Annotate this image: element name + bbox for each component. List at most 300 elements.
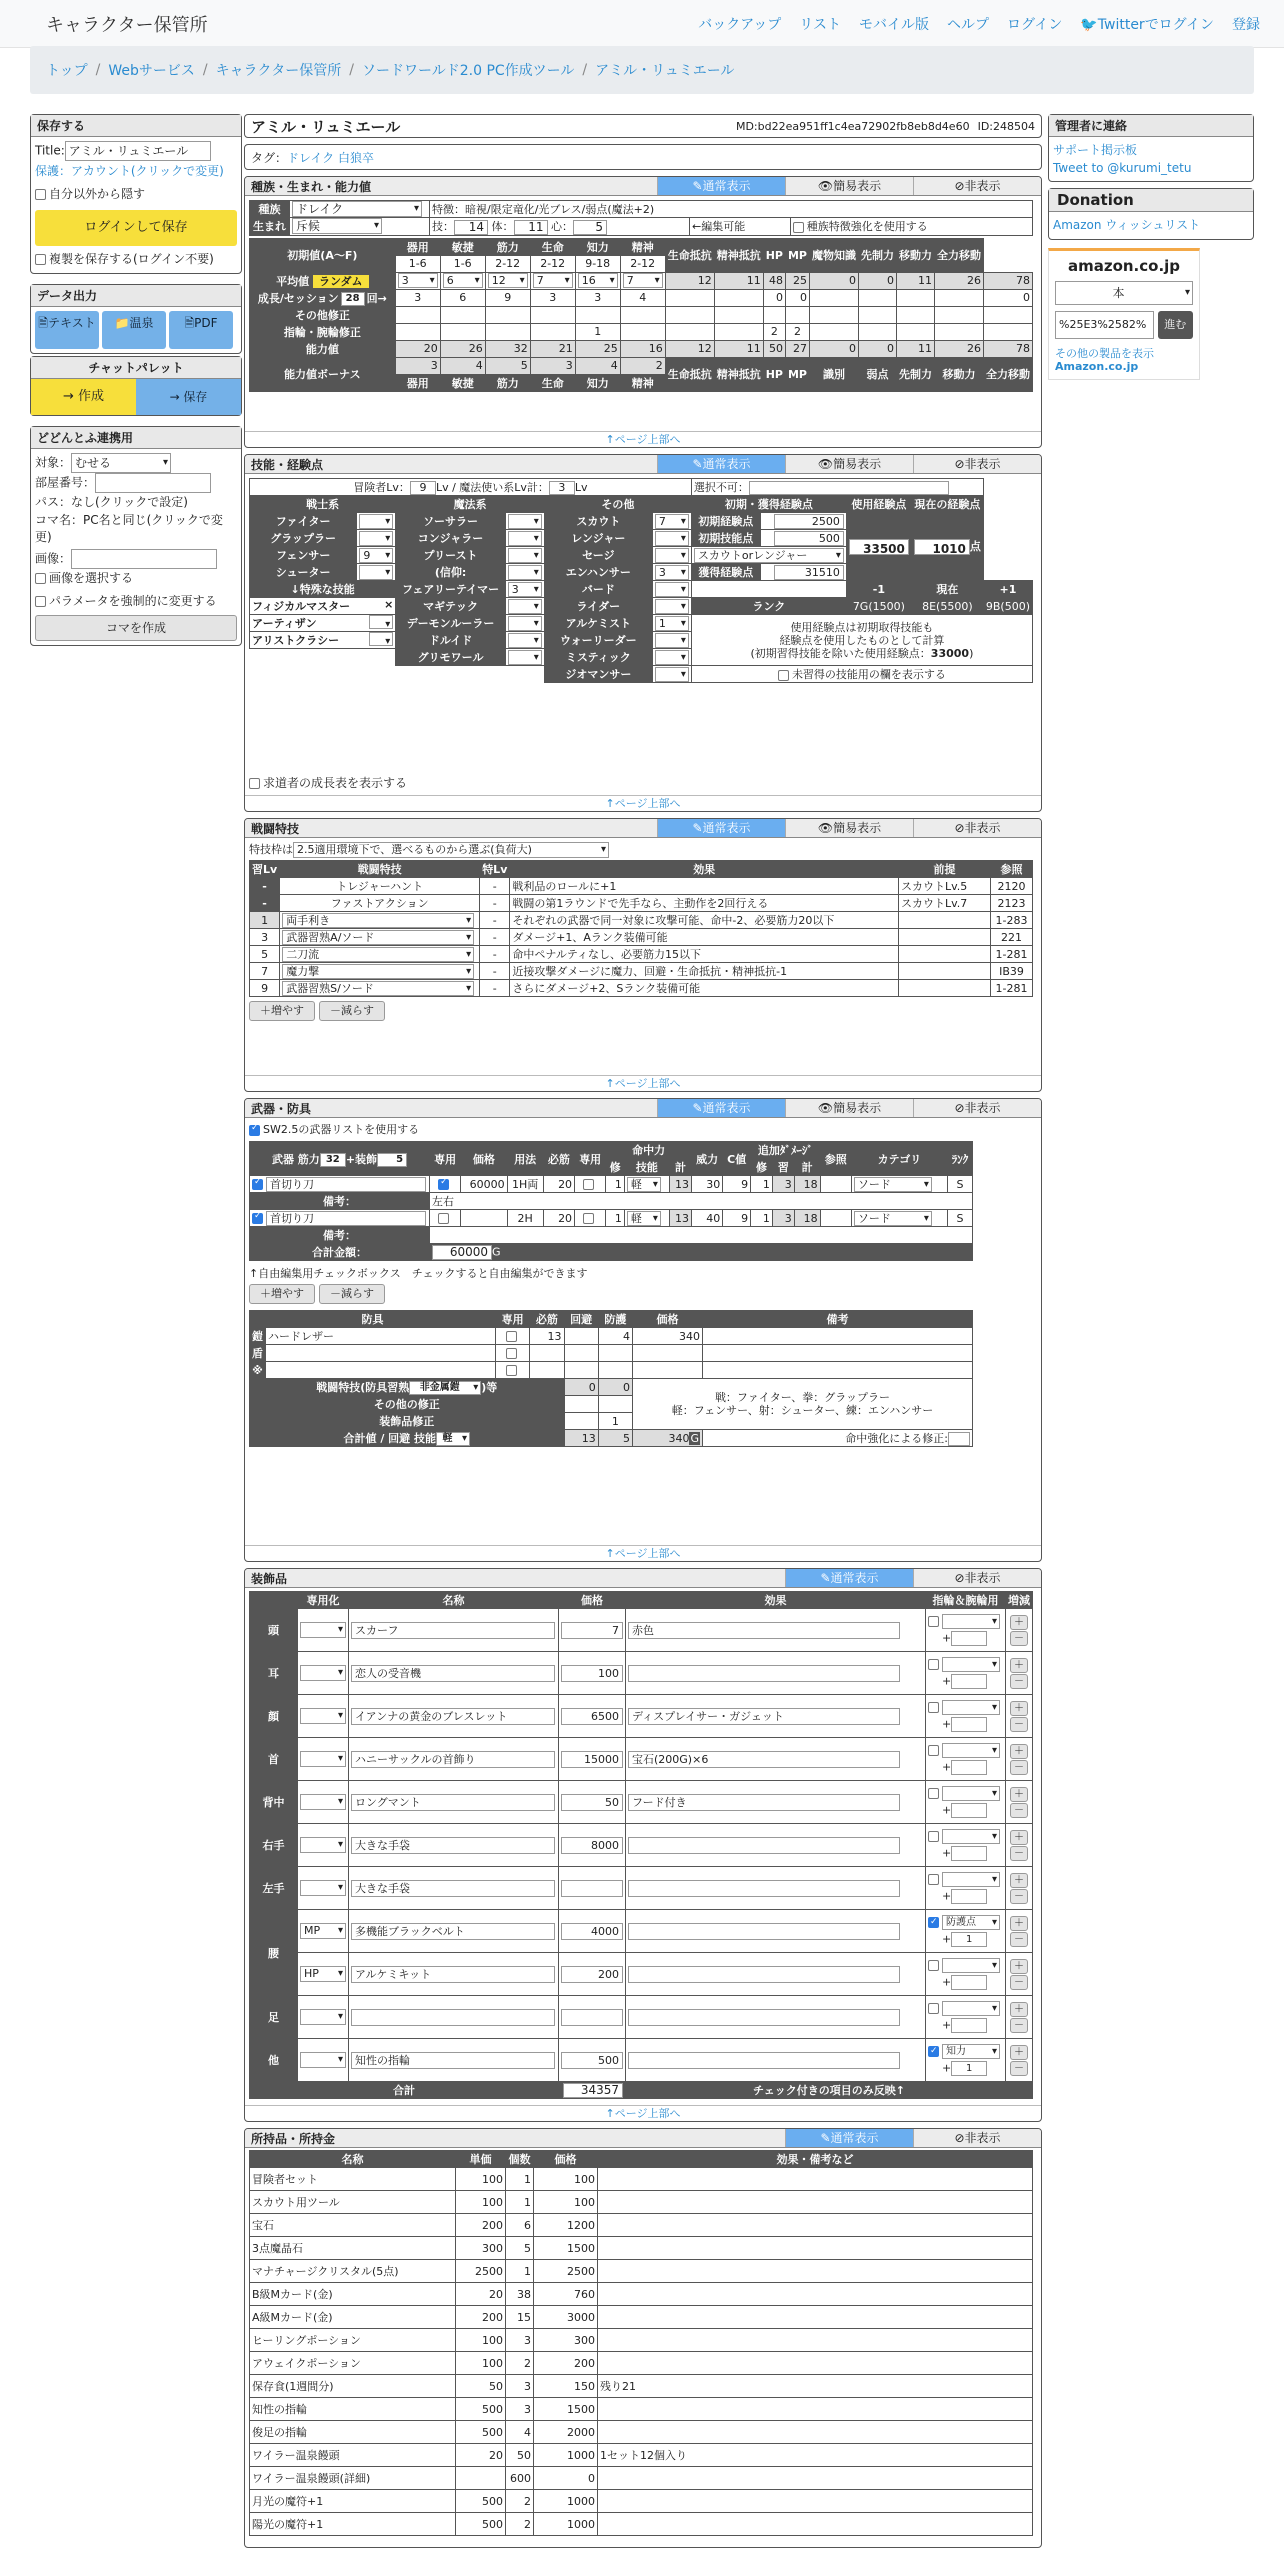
item-count[interactable]: 50 <box>506 2444 534 2467</box>
magic-level-input[interactable]: 3 <box>549 481 575 495</box>
item-unit-price[interactable]: 300 <box>456 2237 506 2260</box>
other-skill-0-select[interactable]: 7 ▾ <box>655 514 689 529</box>
acc-price[interactable] <box>559 1695 626 1738</box>
exp-value-0[interactable] <box>760 513 846 530</box>
weapon-own-checkbox[interactable] <box>438 1213 449 1224</box>
item-note[interactable] <box>598 2260 1033 2283</box>
item-unit-price[interactable]: 100 <box>456 2168 506 2191</box>
item-count[interactable]: 600 <box>506 2467 534 2490</box>
acc-ring-checkbox[interactable] <box>928 1917 939 1928</box>
room-input[interactable] <box>95 473 211 493</box>
item-unit-price[interactable]: 200 <box>456 2214 506 2237</box>
weapon-edit-checkbox[interactable] <box>252 1179 263 1190</box>
weapon-name-input[interactable]: 首切り刀 <box>266 1211 426 1226</box>
item-note[interactable] <box>598 2490 1033 2513</box>
item-note[interactable] <box>598 2214 1033 2237</box>
other-skill-7-select[interactable] <box>655 633 689 648</box>
weapon-skill-select[interactable]: 軽 ▾ <box>627 1211 661 1226</box>
item-note[interactable] <box>598 2168 1033 2191</box>
armor-req[interactable]: 13 <box>530 1328 564 1345</box>
other-skill-8-level[interactable] <box>652 649 691 666</box>
acc-name-input[interactable]: イアンナの黄金のブレスレット <box>351 1708 555 1725</box>
item-unit-price[interactable]: 500 <box>456 2398 506 2421</box>
armor-name[interactable]: ハードレザー <box>266 1328 496 1345</box>
acc-ring-checkbox[interactable] <box>928 1616 939 1627</box>
acc-special[interactable] <box>298 1738 349 1781</box>
acc-special-select[interactable]: HP ▾ <box>300 1966 346 1982</box>
armor-req[interactable] <box>530 1362 564 1379</box>
other-value-1[interactable] <box>440 306 485 323</box>
growth-value-0[interactable]: 3 <box>395 289 440 306</box>
accessories-page-up[interactable]: ↑ページ上部へ <box>245 2105 1041 2121</box>
crumb-storage[interactable]: キャラクター保管所 <box>215 63 342 79</box>
acc-effect-input[interactable] <box>628 1665 900 1682</box>
acc-price[interactable] <box>559 2039 626 2082</box>
armor-eva[interactable] <box>564 1328 598 1345</box>
acc-special-select[interactable] <box>300 1622 346 1638</box>
items-mode-hide[interactable]: ⊘非表示 <box>913 2129 1041 2147</box>
armor-note[interactable] <box>703 1362 973 1379</box>
feat-select[interactable]: 二刀流 ▾ <box>282 947 474 962</box>
acc-remove-button[interactable]: － <box>1010 1846 1028 1861</box>
mode-hide-tab[interactable]: ⊘非表示 <box>913 177 1041 195</box>
acc-name-input[interactable]: 大きな手袋 <box>351 1880 555 1897</box>
crumb-character[interactable]: アミル・リュミエール <box>595 63 735 79</box>
weapon-crit[interactable]: 9 <box>723 1210 751 1227</box>
armor-feat-select[interactable]: 非金属鎧 ▾ <box>409 1381 481 1395</box>
armor-own[interactable] <box>496 1328 530 1345</box>
acc-ring-select[interactable] <box>942 1958 1000 1973</box>
acc-name[interactable] <box>349 1910 559 1953</box>
weapon-edit-checkbox[interactable] <box>252 1213 263 1224</box>
weapon-cat-select[interactable]: ソード ▾ <box>854 1177 932 1192</box>
skills-mode-hide[interactable]: ⊘非表示 <box>913 455 1041 473</box>
armor-price[interactable]: 340 <box>633 1328 703 1345</box>
acc-effect[interactable] <box>626 1824 926 1867</box>
acc-effect-input[interactable] <box>628 1880 900 1897</box>
init-select-0[interactable]: 3 ▾ <box>398 273 438 288</box>
acc-add-button[interactable]: ＋ <box>1010 1830 1028 1845</box>
other-value-13[interactable] <box>935 306 984 323</box>
weapon-skill[interactable] <box>624 1176 669 1193</box>
acc-ring-value[interactable] <box>951 2018 987 2033</box>
warrior-3-level[interactable] <box>357 564 396 581</box>
exp-input-1[interactable]: 500 <box>774 531 844 546</box>
pdf-output-button[interactable] <box>169 311 233 349</box>
nav-login[interactable]: ログイン <box>1007 16 1063 33</box>
weapon-req[interactable]: 20 <box>543 1210 574 1227</box>
mage2-1-level[interactable] <box>505 598 544 615</box>
warrior-3-select[interactable] <box>359 565 393 580</box>
growth-value-3[interactable]: 3 <box>530 289 575 306</box>
item-name[interactable]: 宝石 <box>250 2214 456 2237</box>
acc-price[interactable] <box>559 1609 626 1652</box>
warrior-1-select[interactable] <box>359 531 393 546</box>
item-price[interactable]: 100 <box>534 2191 598 2214</box>
acc-special-select[interactable] <box>300 1751 346 1767</box>
target-select[interactable]: むせる ▾ <box>71 453 171 473</box>
gi-input[interactable]: 14 <box>454 220 488 235</box>
support-link[interactable]: サポート掲示板 <box>1053 143 1138 157</box>
growth-value-5[interactable]: 4 <box>620 289 665 306</box>
acc-price[interactable] <box>559 1867 626 1910</box>
acc-ring[interactable] <box>926 1867 1006 1910</box>
acc-remove-button[interactable]: － <box>1010 1631 1028 1646</box>
item-unit-price[interactable]: 100 <box>456 2352 506 2375</box>
weapon-name[interactable] <box>250 1210 430 1227</box>
acc-special-select[interactable] <box>300 2009 346 2025</box>
armor-own[interactable] <box>496 1345 530 1362</box>
acc-effect-input[interactable]: 赤色 <box>628 1622 900 1639</box>
acc-price[interactable] <box>559 1996 626 2039</box>
init-value-2[interactable] <box>485 272 530 289</box>
acc-price-input[interactable] <box>561 1880 623 1897</box>
acc-price-input[interactable]: 6500 <box>561 1708 623 1725</box>
acc-remove-button[interactable]: － <box>1010 2061 1028 2076</box>
acc-add-button[interactable]: ＋ <box>1010 1916 1028 1931</box>
weapon-own2-checkbox[interactable] <box>583 1179 594 1190</box>
growth-sub-8[interactable]: 0 <box>984 289 1033 306</box>
acc-ring-value[interactable] <box>951 1631 987 1646</box>
hit-boost-input[interactable] <box>948 1432 970 1446</box>
item-unit-price[interactable]: 100 <box>456 2329 506 2352</box>
other-skill-3-select[interactable]: 3 ▾ <box>655 565 689 580</box>
nav-twitter-login[interactable] <box>1080 14 1214 34</box>
weapon-hit-mod[interactable]: 1 <box>606 1176 625 1193</box>
weapon-crit[interactable]: 9 <box>723 1176 751 1193</box>
weapon-cat[interactable] <box>851 1210 947 1227</box>
acc-price-input[interactable]: 200 <box>561 1966 623 1983</box>
weapon-power[interactable]: 30 <box>692 1176 723 1193</box>
init-select-2[interactable]: 12 ▾ <box>488 273 528 288</box>
acc-remove-button[interactable]: － <box>1010 1674 1028 1689</box>
item-note[interactable] <box>598 2237 1033 2260</box>
item-name[interactable]: マナチャージクリスタル(5点) <box>250 2260 456 2283</box>
exp-input-0[interactable]: 2500 <box>774 514 844 529</box>
other-skill-6-level[interactable] <box>652 615 691 632</box>
acc-remove-button[interactable]: － <box>1010 2018 1028 2033</box>
item-price[interactable]: 2500 <box>534 2260 598 2283</box>
acc-effect-input[interactable]: ディスプレイサー・ガジェット <box>628 1708 900 1725</box>
acc-special[interactable] <box>298 2039 349 2082</box>
acc-price-input[interactable]: 4000 <box>561 1923 623 1940</box>
other-skill-5-level[interactable] <box>652 598 691 615</box>
item-price[interactable]: 150 <box>534 2375 598 2398</box>
other-value-11[interactable] <box>859 306 897 323</box>
growth-value-4[interactable]: 3 <box>575 289 620 306</box>
item-name[interactable]: ヒーリングポーション <box>250 2329 456 2352</box>
acc-ring[interactable] <box>926 1824 1006 1867</box>
feat-name[interactable]: ファストアクション <box>280 895 480 912</box>
item-note[interactable] <box>598 2283 1033 2306</box>
feats-mode-simple[interactable]: 👁簡易表示 <box>785 819 913 837</box>
acc-special-select[interactable] <box>300 1880 346 1896</box>
weapon-str-input[interactable]: 32 <box>320 1153 346 1167</box>
create-koma-button[interactable]: コマを作成 <box>35 615 237 641</box>
item-note[interactable]: 1セット12個入り <box>598 2444 1033 2467</box>
item-price[interactable]: 2000 <box>534 2421 598 2444</box>
acc-name[interactable] <box>349 1996 559 2039</box>
weapon-note[interactable]: 左右 <box>430 1193 973 1210</box>
item-name[interactable]: A級Mカード(金) <box>250 2306 456 2329</box>
mage2-2-select[interactable] <box>508 616 542 631</box>
acc-add-button[interactable]: ＋ <box>1010 2002 1028 2017</box>
acc-special[interactable] <box>298 1781 349 1824</box>
item-price[interactable]: 1500 <box>534 2237 598 2260</box>
item-unit-price[interactable]: 500 <box>456 2490 506 2513</box>
acc-special-select[interactable] <box>300 1665 346 1681</box>
acc-ring-select[interactable] <box>942 1786 1000 1801</box>
other-skill-5-select[interactable] <box>655 599 689 614</box>
feat-select[interactable]: 武器習熟A/ソード ▾ <box>282 930 474 945</box>
other-skill-6-select[interactable]: 1 ▾ <box>655 616 689 631</box>
armor-name[interactable] <box>266 1362 496 1379</box>
weapon-own[interactable] <box>430 1210 461 1227</box>
acc-name-input[interactable]: 大きな手袋 <box>351 1837 555 1854</box>
mage2-4-select[interactable] <box>508 650 542 665</box>
weapon-own-checkbox[interactable] <box>438 1179 449 1190</box>
acc-special[interactable] <box>298 1953 349 1996</box>
amazon-search-input[interactable]: %25E3%2582% <box>1055 311 1154 339</box>
acc-special-select[interactable] <box>300 2052 346 2068</box>
other-skill-8-select[interactable] <box>655 650 689 665</box>
acc-name[interactable] <box>349 2039 559 2082</box>
skills-mode-simple[interactable]: 👁簡易表示 <box>785 455 913 473</box>
weapon-note[interactable] <box>430 1227 973 1244</box>
acc-ring-value[interactable] <box>951 1975 987 1990</box>
born-select[interactable]: 斥候 ▾ <box>292 218 382 234</box>
select-input[interactable] <box>749 481 949 495</box>
other-value-5[interactable] <box>620 306 665 323</box>
weapon-use[interactable]: 1H両 <box>507 1176 543 1193</box>
acc-ring-checkbox[interactable] <box>928 1745 939 1756</box>
acc-special[interactable] <box>298 1996 349 2039</box>
acc-add-button[interactable]: ＋ <box>1010 1658 1028 1673</box>
item-count[interactable]: 38 <box>506 2283 534 2306</box>
acc-price-input[interactable]: 500 <box>561 2052 623 2069</box>
tai-input[interactable]: 11 <box>514 220 548 235</box>
other-value-7[interactable] <box>714 306 763 323</box>
special-0[interactable] <box>250 598 396 615</box>
armor-sum-skill-select[interactable]: 軽 ▾ <box>436 1432 470 1446</box>
shin-input[interactable]: 5 <box>573 220 607 235</box>
use-weapon-list-checkbox[interactable] <box>249 1125 260 1136</box>
acc-effect-input[interactable]: フード付き <box>628 1794 900 1811</box>
mage2-2-level[interactable] <box>505 615 544 632</box>
armor-other-def[interactable] <box>598 1396 632 1413</box>
item-name[interactable]: 俊足の指輪 <box>250 2421 456 2444</box>
acc-ring[interactable] <box>926 1781 1006 1824</box>
acc-price[interactable] <box>559 1781 626 1824</box>
acc-remove-button[interactable]: － <box>1010 1803 1028 1818</box>
item-note[interactable] <box>598 2352 1033 2375</box>
weapon-cat[interactable] <box>851 1176 947 1193</box>
feat-name[interactable] <box>280 963 480 980</box>
acc-special-select[interactable] <box>300 1837 346 1853</box>
special-select-1[interactable] <box>369 615 393 629</box>
acc-ring-value[interactable] <box>951 1674 987 1689</box>
acc-remove-button[interactable]: － <box>1010 1717 1028 1732</box>
mage2-4-level[interactable] <box>505 649 544 666</box>
acc-name[interactable] <box>349 1781 559 1824</box>
acc-effect[interactable] <box>626 1609 926 1652</box>
growth-value-1[interactable]: 6 <box>440 289 485 306</box>
acc-effect-input[interactable] <box>628 2052 900 2069</box>
item-note[interactable] <box>598 2513 1033 2536</box>
growth-sub-6[interactable] <box>897 289 935 306</box>
growth-sub-7[interactable] <box>935 289 984 306</box>
init-select-4[interactable]: 16 ▾ <box>578 273 618 288</box>
growth-sub-2[interactable]: 0 <box>763 289 785 306</box>
acc-ring[interactable] <box>926 1695 1006 1738</box>
acc-effect[interactable] <box>626 2039 926 2082</box>
amazon-go-button[interactable]: 進む <box>1158 311 1193 339</box>
image-select-checkbox[interactable] <box>35 573 46 584</box>
acc-price[interactable] <box>559 1738 626 1781</box>
armor-price[interactable] <box>633 1345 703 1362</box>
exp-input-3[interactable]: 31510 <box>774 565 844 580</box>
item-name[interactable]: 陽光の魔符+1 <box>250 2513 456 2536</box>
wishlist-link[interactable]: Amazon ウィッシュリスト <box>1053 218 1201 232</box>
acc-ring-checkbox[interactable] <box>928 1874 939 1885</box>
acc-price[interactable] <box>559 1652 626 1695</box>
feat-select[interactable]: 魔力撃 ▾ <box>282 964 474 979</box>
weapon-own2[interactable] <box>575 1210 606 1227</box>
other-value-2[interactable] <box>485 306 530 323</box>
acc-effect[interactable] <box>626 1867 926 1910</box>
growth-sub-0[interactable] <box>665 289 714 306</box>
mage-2-select[interactable] <box>508 548 542 563</box>
item-unit-price[interactable] <box>456 2467 506 2490</box>
feats-page-up[interactable]: ↑ページ上部へ <box>245 1075 1041 1091</box>
exp-value-3[interactable] <box>760 564 846 581</box>
item-unit-price[interactable]: 20 <box>456 2444 506 2467</box>
item-price[interactable]: 1000 <box>534 2513 598 2536</box>
acc-remove-button[interactable]: － <box>1010 1932 1028 1947</box>
item-note[interactable] <box>598 2421 1033 2444</box>
armor-def[interactable] <box>598 1362 632 1379</box>
acc-special[interactable] <box>298 1652 349 1695</box>
item-count[interactable]: 1 <box>506 2168 534 2191</box>
item-unit-price[interactable]: 50 <box>456 2375 506 2398</box>
acc-name[interactable] <box>349 1953 559 1996</box>
acc-effect[interactable] <box>626 1953 926 1996</box>
acc-ring-checkbox[interactable] <box>928 2003 939 2014</box>
init-value-4[interactable] <box>575 272 620 289</box>
item-note[interactable] <box>598 2398 1033 2421</box>
item-unit-price[interactable]: 500 <box>456 2513 506 2536</box>
acc-effect[interactable] <box>626 1996 926 2039</box>
warrior-2-level[interactable] <box>357 547 396 564</box>
mage2-0-level[interactable] <box>505 581 544 598</box>
acc-ring-value[interactable]: 1 <box>951 2061 987 2076</box>
acc-price-input[interactable]: 50 <box>561 1794 623 1811</box>
item-price[interactable]: 3000 <box>534 2306 598 2329</box>
race-page-up[interactable]: ↑ページ上部へ <box>245 431 1041 447</box>
acc-effect-input[interactable] <box>628 1966 900 1983</box>
acc-ring-select[interactable] <box>942 1700 1000 1715</box>
feat-name[interactable] <box>280 980 480 997</box>
init-value-5[interactable] <box>620 272 665 289</box>
acc-add-button[interactable]: ＋ <box>1010 2045 1028 2060</box>
other-skill-2-select[interactable] <box>655 548 689 563</box>
acc-name-input[interactable] <box>351 2009 555 2026</box>
mage2-3-level[interactable] <box>505 632 544 649</box>
unlearned-checkbox[interactable] <box>778 670 789 681</box>
item-price[interactable]: 1500 <box>534 2398 598 2421</box>
tweet-link[interactable]: Tweet to @kurumi_tetu <box>1053 161 1192 175</box>
item-unit-price[interactable]: 100 <box>456 2191 506 2214</box>
weapon-remove-button[interactable]: －減らす <box>319 1284 385 1304</box>
acc-remove-button[interactable]: － <box>1010 1760 1028 1775</box>
acc-ring-value[interactable] <box>951 1760 987 1775</box>
item-count[interactable]: 15 <box>506 2306 534 2329</box>
feat-rule-select[interactable]: 2.5適用環境下で、選べるものから選ぶ(負荷大) ▾ <box>293 842 609 858</box>
acc-name-input[interactable]: ハニーサックルの首飾り <box>351 1751 555 1768</box>
nav-register[interactable]: 登録 <box>1232 16 1260 33</box>
onsen-output-button[interactable] <box>102 311 166 349</box>
other-value-9[interactable] <box>785 306 809 323</box>
weapons-page-up[interactable]: ↑ページ上部へ <box>245 1545 1041 1561</box>
acc-name[interactable] <box>349 1738 559 1781</box>
growth-total-input[interactable]: 28 <box>341 292 365 306</box>
acc-name-input[interactable]: アルケミキット <box>351 1966 555 1983</box>
acc-ring[interactable] <box>926 2039 1006 2082</box>
acc-add-button[interactable]: ＋ <box>1010 1744 1028 1759</box>
weapon-name-input[interactable]: 首切り刀 <box>266 1177 426 1192</box>
other-skill-2-level[interactable] <box>652 547 691 564</box>
item-note[interactable] <box>598 2191 1033 2214</box>
warrior-1-level[interactable] <box>357 530 396 547</box>
weapon-ref[interactable] <box>820 1210 851 1227</box>
growth-sub-4[interactable] <box>810 289 859 306</box>
acc-effect[interactable] <box>626 1738 926 1781</box>
image-input[interactable] <box>71 549 217 569</box>
weapon-skill[interactable] <box>624 1210 669 1227</box>
init-select-5[interactable]: 7 ▾ <box>623 273 663 288</box>
acc-name[interactable] <box>349 1867 559 1910</box>
accessories-mode-normal[interactable]: ✎通常表示 <box>785 1569 913 1587</box>
nav-help[interactable]: ヘルプ <box>947 16 990 33</box>
adv-level-input[interactable]: 9 <box>410 481 436 495</box>
crumb-top[interactable]: トップ <box>46 63 88 79</box>
acc-ring[interactable] <box>926 1609 1006 1652</box>
acc-effect[interactable] <box>626 1652 926 1695</box>
feat-select[interactable]: 武器習熟S/ソード ▾ <box>282 981 474 996</box>
acc-add-button[interactable]: ＋ <box>1010 1701 1028 1716</box>
armor-own-checkbox[interactable] <box>506 1365 517 1376</box>
acc-name-input[interactable]: 恋人の受音機 <box>351 1665 555 1682</box>
weapon-use[interactable]: 2H <box>507 1210 543 1227</box>
acc-ring[interactable] <box>926 1910 1006 1953</box>
other-skill-9-level[interactable] <box>652 666 691 683</box>
other-skill-4-level[interactable] <box>652 581 691 598</box>
growth-sub-3[interactable]: 0 <box>785 289 809 306</box>
acc-effect-input[interactable]: 宝石(200G)×6 <box>628 1751 900 1768</box>
chat-save-button[interactable]: → 保存 <box>136 379 241 415</box>
acc-price-input[interactable]: 8000 <box>561 1837 623 1854</box>
init-select-1[interactable]: 6 ▾ <box>443 273 483 288</box>
item-count[interactable]: 2 <box>506 2490 534 2513</box>
weapon-rank[interactable]: S <box>947 1210 972 1227</box>
acc-special[interactable] <box>298 1867 349 1910</box>
acc-price-input[interactable]: 100 <box>561 1665 623 1682</box>
mage2-0-select[interactable]: 3 ▾ <box>508 582 542 597</box>
exp-value-1[interactable] <box>760 530 846 547</box>
item-name[interactable]: 保存食(1週間分) <box>250 2375 456 2398</box>
other-value-8[interactable] <box>763 306 785 323</box>
acc-ring-value[interactable] <box>951 1889 987 1904</box>
